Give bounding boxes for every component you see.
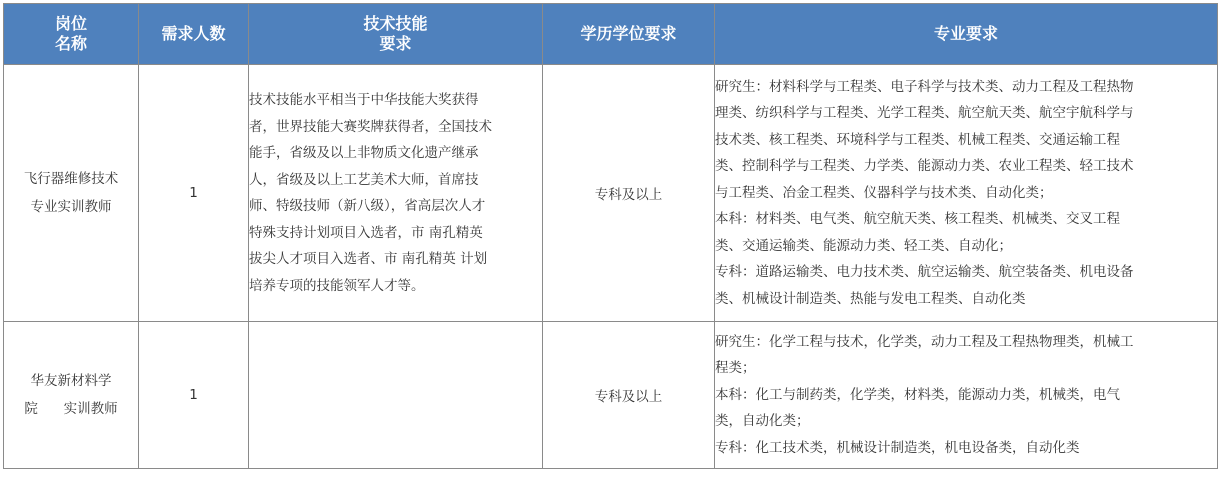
skill-line: 者，世界技能大赛奖牌获得者，全国技术	[249, 118, 492, 135]
skill-line: 特殊支持计划项目入选者，市 南孔精英	[249, 224, 483, 241]
major-line: 专科：化工技术类，机械设计制造类，机电设备类，自动化类	[715, 439, 1080, 456]
major-line: 理类、纺织科学与工程类、光学工程类、航空航天类、航空宇航科学与	[715, 105, 1134, 122]
header-education: 学历学位要求	[543, 4, 715, 65]
post-name-line: 专业实训教师	[30, 199, 112, 215]
post-name-cell	[4, 322, 139, 469]
table-row	[4, 322, 1218, 469]
post-name-cell	[4, 65, 139, 322]
major-line: 本科：化工与制药类，化学类，材料类，能源动力类，机械类，电气	[715, 386, 1120, 403]
skill-line: 师、特级技师（新八级），省高层次人才	[249, 198, 486, 214]
headcount-cell: 1	[139, 322, 249, 469]
header-post-line2: 名称	[54, 34, 87, 53]
header-skill	[249, 4, 543, 65]
skill-line: 能手，省级及以上非物质文化遗产继承	[249, 145, 479, 161]
header-row	[4, 4, 1218, 65]
major-line: 专科：道路运输类、电力技术类、航空运输类、航空装备类、机电设备	[715, 264, 1134, 281]
major-line: 程类；	[715, 360, 756, 377]
headcount-cell: 1	[139, 65, 249, 322]
education-cell: 专科及以上	[543, 322, 715, 469]
skill-requirement-cell	[249, 322, 543, 469]
post-name-line: 院 实训教师	[24, 401, 118, 417]
major-line: 与工程类、冶金工程类、仪器科学与技术类、自动化类；	[715, 184, 1053, 201]
header-post-name	[4, 4, 139, 65]
header-major: 专业要求	[715, 4, 1218, 65]
skill-line: 拔尖人才项目入选者、市 南孔精英 计划	[249, 251, 488, 267]
major-line: 技术类、核工程类、环境科学与工程类、机械工程类、交通运输工程	[715, 131, 1120, 148]
header-post-line1: 岗位	[54, 14, 87, 33]
header-skill-line1: 技术技能	[363, 14, 428, 33]
header-headcount: 需求人数	[139, 4, 249, 65]
major-line: 类、交通运输类、能源动力类、轻工类、自动化；	[715, 237, 1012, 254]
skill-requirement-cell	[249, 65, 543, 322]
major-line: 类，自动化类；	[715, 413, 810, 430]
recruitment-table	[3, 3, 1218, 469]
education-cell: 专科及以上	[543, 65, 715, 322]
skill-line: 培养专项的技能领军人才等。	[249, 277, 425, 294]
skill-line: 技术技能水平相当于中华技能大奖获得	[249, 92, 479, 108]
post-name-line: 华友新材料学	[30, 373, 112, 389]
major-line: 类、机械设计制造类、热能与发电工程类、自动化类	[715, 290, 1026, 307]
major-line: 研究生：化学工程与技术，化学类，动力工程及工程热物理类，机械工	[715, 333, 1134, 350]
table-row	[4, 65, 1218, 322]
major-line: 本科：材料类、电气类、航空航天类、核工程类、机械类、交叉工程	[715, 211, 1120, 228]
major-requirement-cell	[715, 65, 1218, 322]
major-line: 研究生：材料科学与工程类、电子科学与技术类、动力工程及工程热物	[715, 78, 1134, 95]
post-name-line: 飞行器维修技术	[23, 171, 119, 187]
skill-line: 人，省级及以上工艺美术大师，首席技	[249, 171, 479, 188]
major-line: 类、控制科学与工程类、力学类、能源动力类、农业工程类、轻工技术	[715, 158, 1134, 175]
major-requirement-cell	[715, 322, 1218, 469]
header-skill-line2: 要求	[379, 34, 412, 53]
